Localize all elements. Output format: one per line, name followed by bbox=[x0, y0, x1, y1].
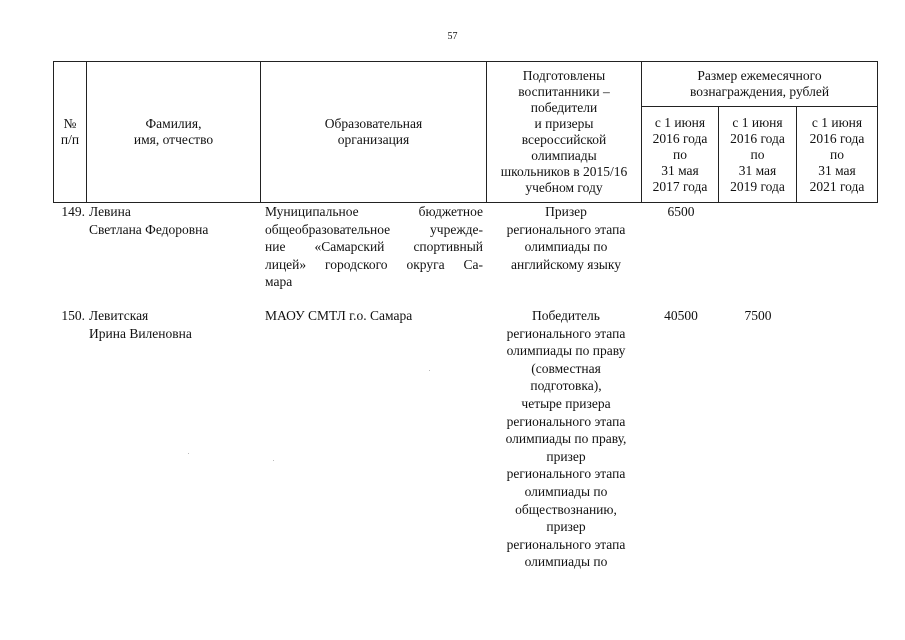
row-number: 149. bbox=[61, 204, 85, 219]
scan-speck bbox=[429, 370, 430, 371]
scan-speck bbox=[273, 460, 274, 461]
header-period-2017: с 1 июня 2016 года по 31 мая 2017 года bbox=[642, 107, 719, 203]
header-number: № п/п bbox=[54, 62, 87, 203]
row-reward-2017: 40500 bbox=[664, 308, 698, 323]
header-monthly-reward: Размер ежемесячного вознаграждения, рублей bbox=[642, 62, 878, 107]
row-organization: МАОУ СМТЛ г.о. Самара bbox=[265, 308, 413, 323]
table-body bbox=[53, 203, 877, 577]
row-reward-2019: 7500 bbox=[744, 308, 772, 323]
row-achievement: Призер регионального этапа олимпиады по английскому языку bbox=[506, 204, 626, 272]
header-organization: Образовательная организация bbox=[261, 62, 487, 203]
row-full-name: Левина Светлана Федоровна bbox=[89, 204, 209, 237]
header-full-name: Фамилия, имя, отчество bbox=[87, 62, 261, 203]
row-achievement: Победитель регионального этапа олимпиады по праву (совместная подготовка), четыре призера регионального этапа олимпиады по праву, призер регионального этапа олимпиады по обществознанию, призер регионального этапа олимпиады по bbox=[505, 308, 627, 570]
header-prepared-students: Подготовлены воспитанники – победители и призеры всероссийской олимпиады школьников в 2015/16 учебном году bbox=[487, 62, 642, 203]
table-header bbox=[53, 61, 878, 203]
table-row bbox=[53, 203, 877, 307]
page-number: 57 bbox=[447, 31, 458, 42]
scan-speck bbox=[188, 453, 189, 454]
row-number: 150. bbox=[61, 308, 85, 323]
row-organization: Муниципальное бюджетное общеобразовательное учрежде- ние «Самарский спортивный лицей» городского округа Са- мара bbox=[265, 204, 483, 290]
header-period-2021: с 1 июня 2016 года по 31 мая 2021 года bbox=[797, 107, 878, 203]
row-full-name: Левитская Ирина Виленовна bbox=[89, 308, 192, 341]
table-row bbox=[53, 307, 877, 577]
header-period-2019: с 1 июня 2016 года по 31 мая 2019 года bbox=[719, 107, 797, 203]
row-reward-2017: 6500 bbox=[667, 204, 695, 219]
